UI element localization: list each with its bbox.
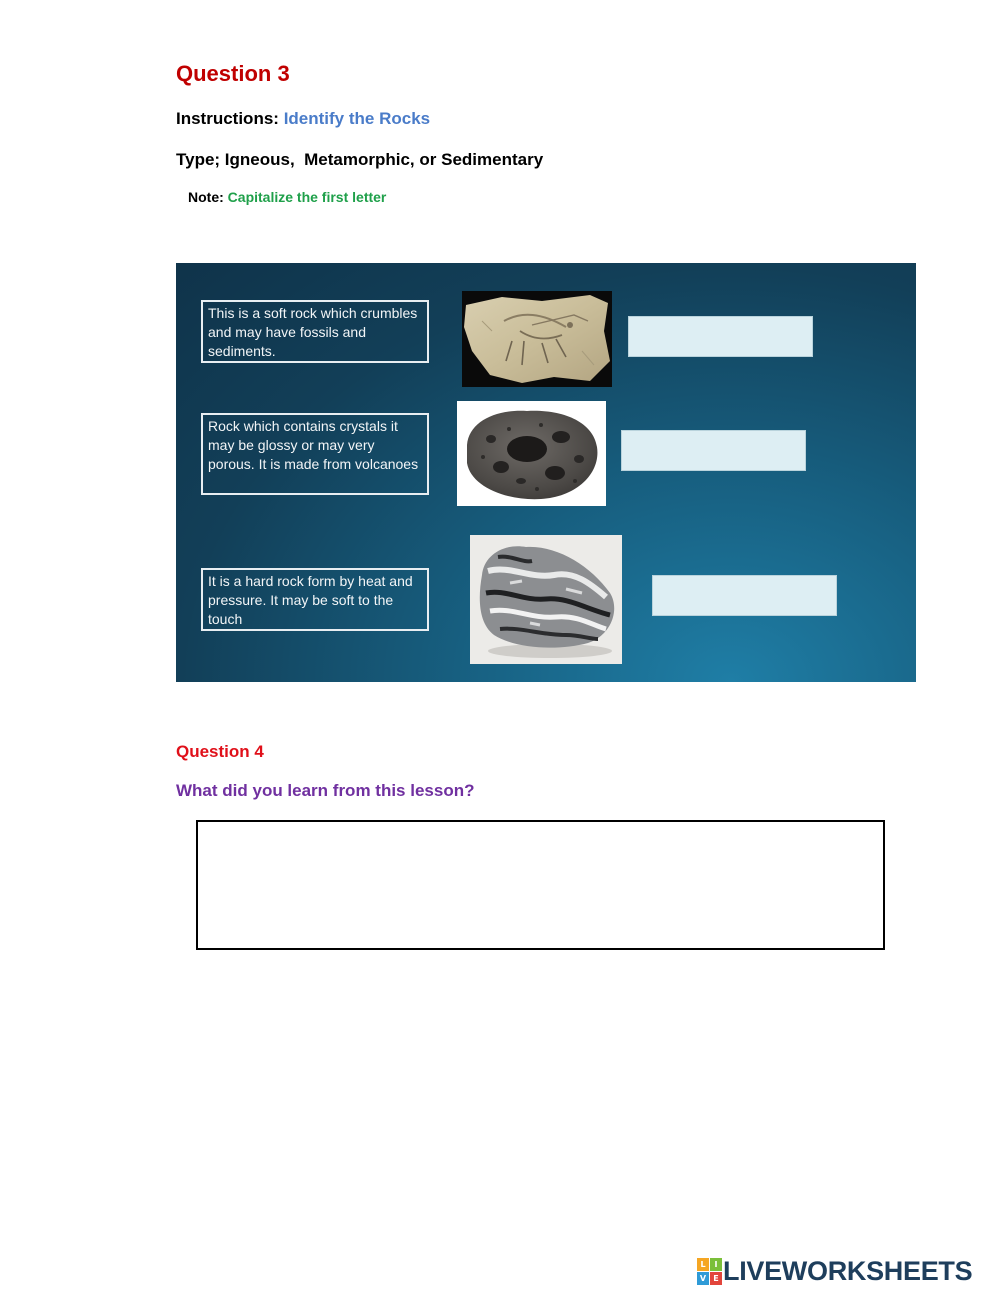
answer-field-3[interactable]: [652, 575, 837, 616]
answer-field-1[interactable]: [628, 316, 813, 357]
fossil-rock-image: [462, 291, 612, 387]
instructions-line: [176, 109, 430, 129]
instructions-text: Identify the Rocks: [283, 109, 431, 128]
rock-description-3: It is a hard rock form by heat and pressure. It may be soft to the touch: [201, 568, 429, 631]
liveworksheets-logo: [697, 1256, 972, 1286]
rock-identification-panel: [176, 263, 916, 682]
rock-types-line: Type; Igneous, Metamorphic, or Sedimentary: [176, 150, 544, 169]
banded-gray-rock-image: [470, 535, 622, 664]
liveworksheets-mark-icon: L I V E: [697, 1258, 721, 1284]
answer-field-2[interactable]: [621, 430, 806, 471]
note-text: Capitalize the first letter: [227, 189, 387, 205]
note-line: [188, 189, 386, 205]
rock-description-1: This is a soft rock which crumbles and may have fossils and sediments.: [201, 300, 429, 363]
question-4-prompt: What did you learn from this lesson?: [176, 781, 475, 800]
instructions-label: Instructions:: [176, 109, 279, 128]
rock-description-2: Rock which contains crystals it may be glossy or may very porous. It is made from volcanoes: [201, 413, 429, 495]
porous-volcanic-rock-image: [457, 401, 606, 506]
note-label: Note:: [188, 189, 224, 205]
question-3-title: Question 3: [176, 61, 290, 86]
lesson-reflection-answer-box[interactable]: [196, 820, 885, 950]
liveworksheets-wordmark: LIVEWORKSHEETS: [723, 1255, 973, 1286]
question-4-title: Question 4: [176, 742, 264, 761]
